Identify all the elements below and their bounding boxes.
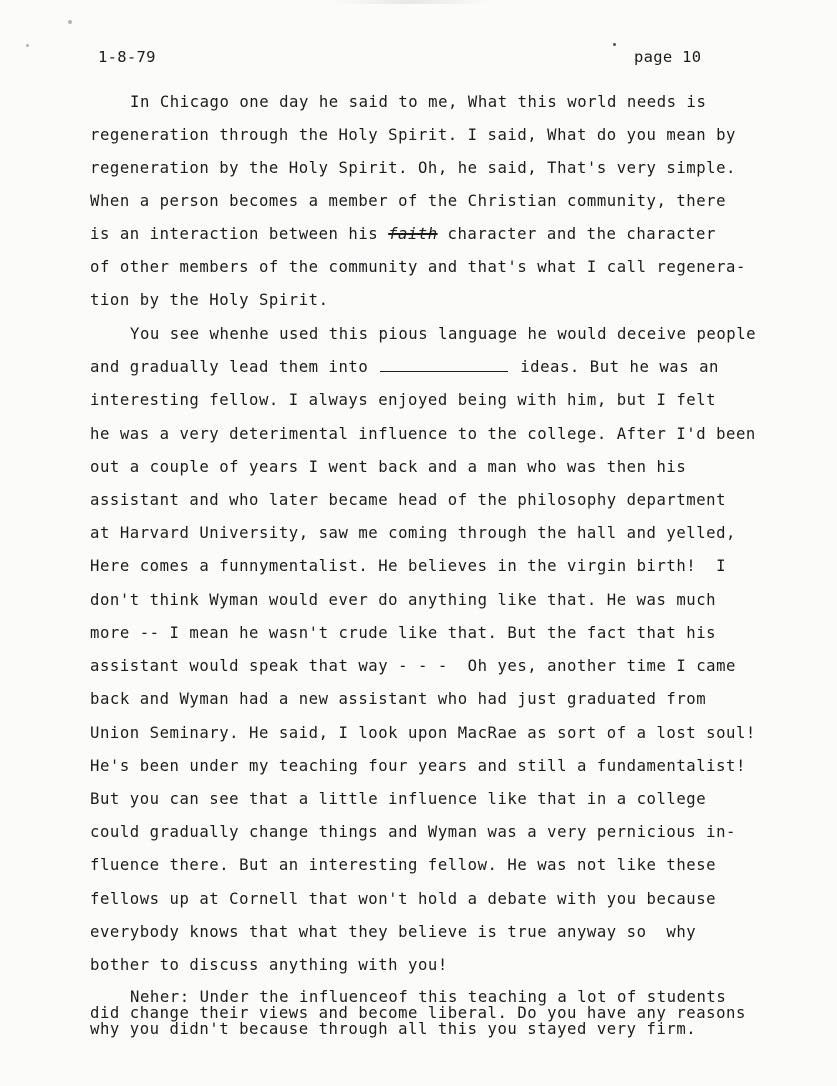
text-segment: is an interaction between his: [90, 225, 389, 243]
scan-speck: [613, 43, 616, 46]
text-line: could gradually change things and Wyman was a very pernicious in-: [90, 823, 736, 841]
text-line: why you didn't because through all this you stayed very firm.: [90, 1020, 697, 1038]
text-segment: ideas. But he was an: [520, 358, 719, 376]
text-line: assistant would speak that way - - - Oh yes, another time I came: [90, 657, 736, 675]
text-line: regeneration through the Holy Spirit. I said, What do you mean by: [90, 126, 736, 144]
text-line: back and Wyman had a new assistant who had just graduated from: [90, 690, 707, 708]
text-line: When a person becomes a member of the Christian community, there: [90, 192, 727, 210]
text-line: he was a very deterimental influence to the college. After I'd been: [90, 425, 756, 443]
text-line: He's been under my teaching four years and still a fundamentalist!: [90, 757, 746, 775]
scan-speck: [68, 20, 72, 24]
text-line: regeneration by the Holy Spirit. Oh, he said, That's very simple.: [90, 159, 736, 177]
scan-speck: [26, 44, 29, 47]
text-line: tion by the Holy Spirit.: [90, 291, 329, 309]
text-line: In Chicago one day he said to me, What this world needs is: [130, 93, 707, 111]
text-line: at Harvard University, saw me coming through the hall and yelled,: [90, 524, 736, 542]
text-line: everybody knows that what they believe is true anyway so why: [90, 923, 697, 941]
text-line: interesting fellow. I always enjoyed being with him, but I felt: [90, 391, 717, 409]
text-line: out a couple of years I went back and a man who was then his: [90, 458, 687, 476]
text-line: fluence there. But an interesting fellow. He was not like these: [90, 856, 717, 874]
text-line: But you can see that a little influence like that in a college: [90, 790, 707, 808]
text-line: did change their views and become liberal. Do you have any reasons: [90, 1004, 746, 1022]
text-line: assistant and who later became head of the philosophy department: [90, 491, 727, 509]
page-number: page 10: [634, 48, 702, 66]
text-line: Here comes a funnymentalist. He believes in the virgin birth! I: [90, 557, 727, 575]
struck-out-word: faith: [388, 225, 438, 243]
text-segment: and gradually lead them into: [90, 358, 369, 376]
text-line: You see whenhe used this pious language he would deceive people: [130, 325, 757, 343]
text-line: Union Seminary. He said, I look upon MacRae as sort of a lost soul!: [90, 724, 756, 742]
text-line: don't think Wyman would ever do anything like that. He was much: [90, 591, 717, 609]
text-line: [90, 357, 719, 377]
blank-underline: [380, 358, 508, 372]
text-line: more -- I mean he wasn't crude like that. But the fact that his: [90, 624, 717, 642]
text-line: [90, 224, 716, 244]
text-line: bother to discuss anything with you!: [90, 956, 448, 974]
text-line: Neher: Under the influenceof this teaching a lot of students: [130, 988, 727, 1006]
text-line: of other members of the community and that's what I call regenera-: [90, 258, 746, 276]
text-line: fellows up at Cornell that won't hold a debate with you because: [90, 890, 717, 908]
page-date: 1-8-79: [98, 48, 156, 66]
text-segment: character and the character: [437, 225, 716, 243]
scan-shadow: [330, 0, 490, 4]
